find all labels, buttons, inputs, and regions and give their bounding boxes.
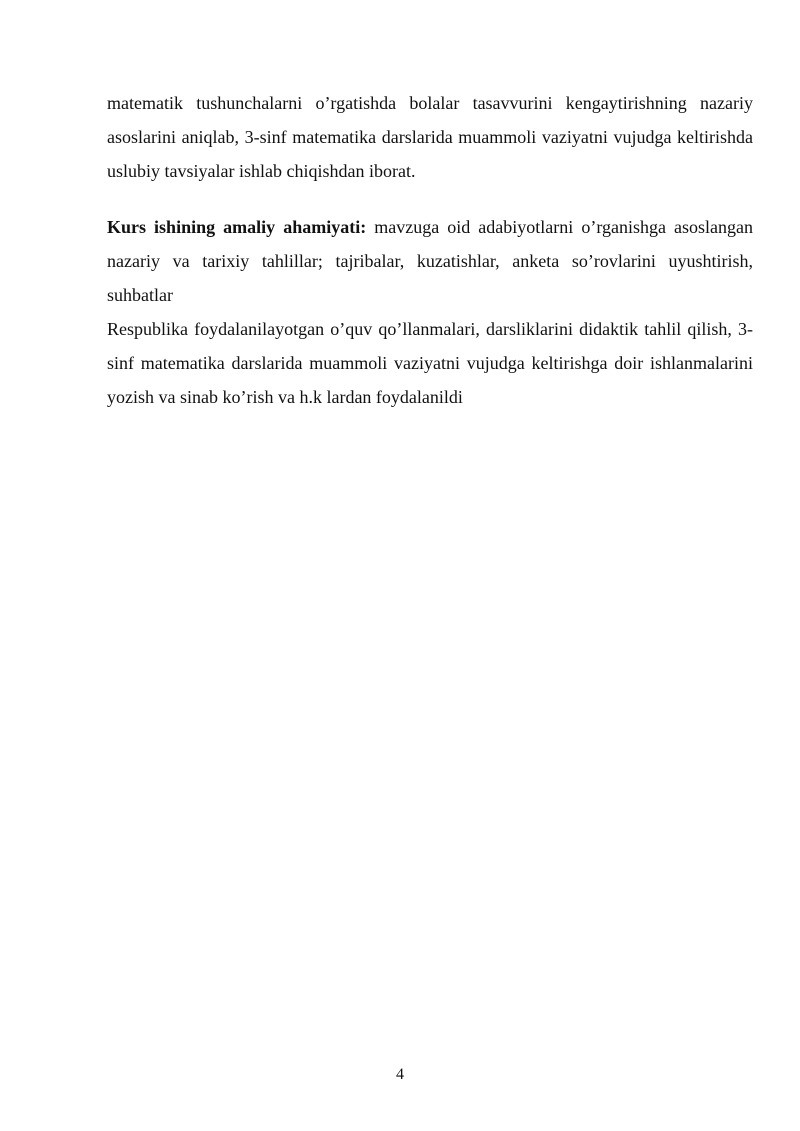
paragraph-spacer [107, 188, 753, 210]
paragraph-text: mavzuga oid adabiyotlarni o’rganishga asoslangan nazariy va tarixiy tahlillar; tajribalar, kuzatishlar, anketa so’rovlarini uyushtirish, suhbatlar [107, 217, 753, 305]
paragraph-methods [107, 312, 753, 414]
section-heading-inline: Kurs ishining amaliy ahamiyati: [107, 217, 367, 237]
paragraph-practical-significance [107, 210, 753, 312]
document-page [107, 86, 753, 414]
paragraph-text: Respublika foydalanilayotgan o’quv qo’llanmalari, darsliklarini didaktik tahlil qilish, 3-sinf matematika darslarida muammoli vaziyatni vujudga keltirishga doir ishlanmalarini yozish va sinab ko’rish va h.k lardan foydalanildi [107, 319, 753, 407]
paragraph-goal-continuation [107, 86, 753, 188]
page-number: 4 [396, 1066, 404, 1083]
paragraph-text: matematik tushunchalarni o’rgatishda bolalar tasavvurini kengaytirishning nazariy asoslarini aniqlab, 3-sinf matematika darslarida muammoli vaziyatni vujudga keltirishda uslubiy tavsiyalar ishlab chiqishdan iborat. [107, 93, 753, 181]
